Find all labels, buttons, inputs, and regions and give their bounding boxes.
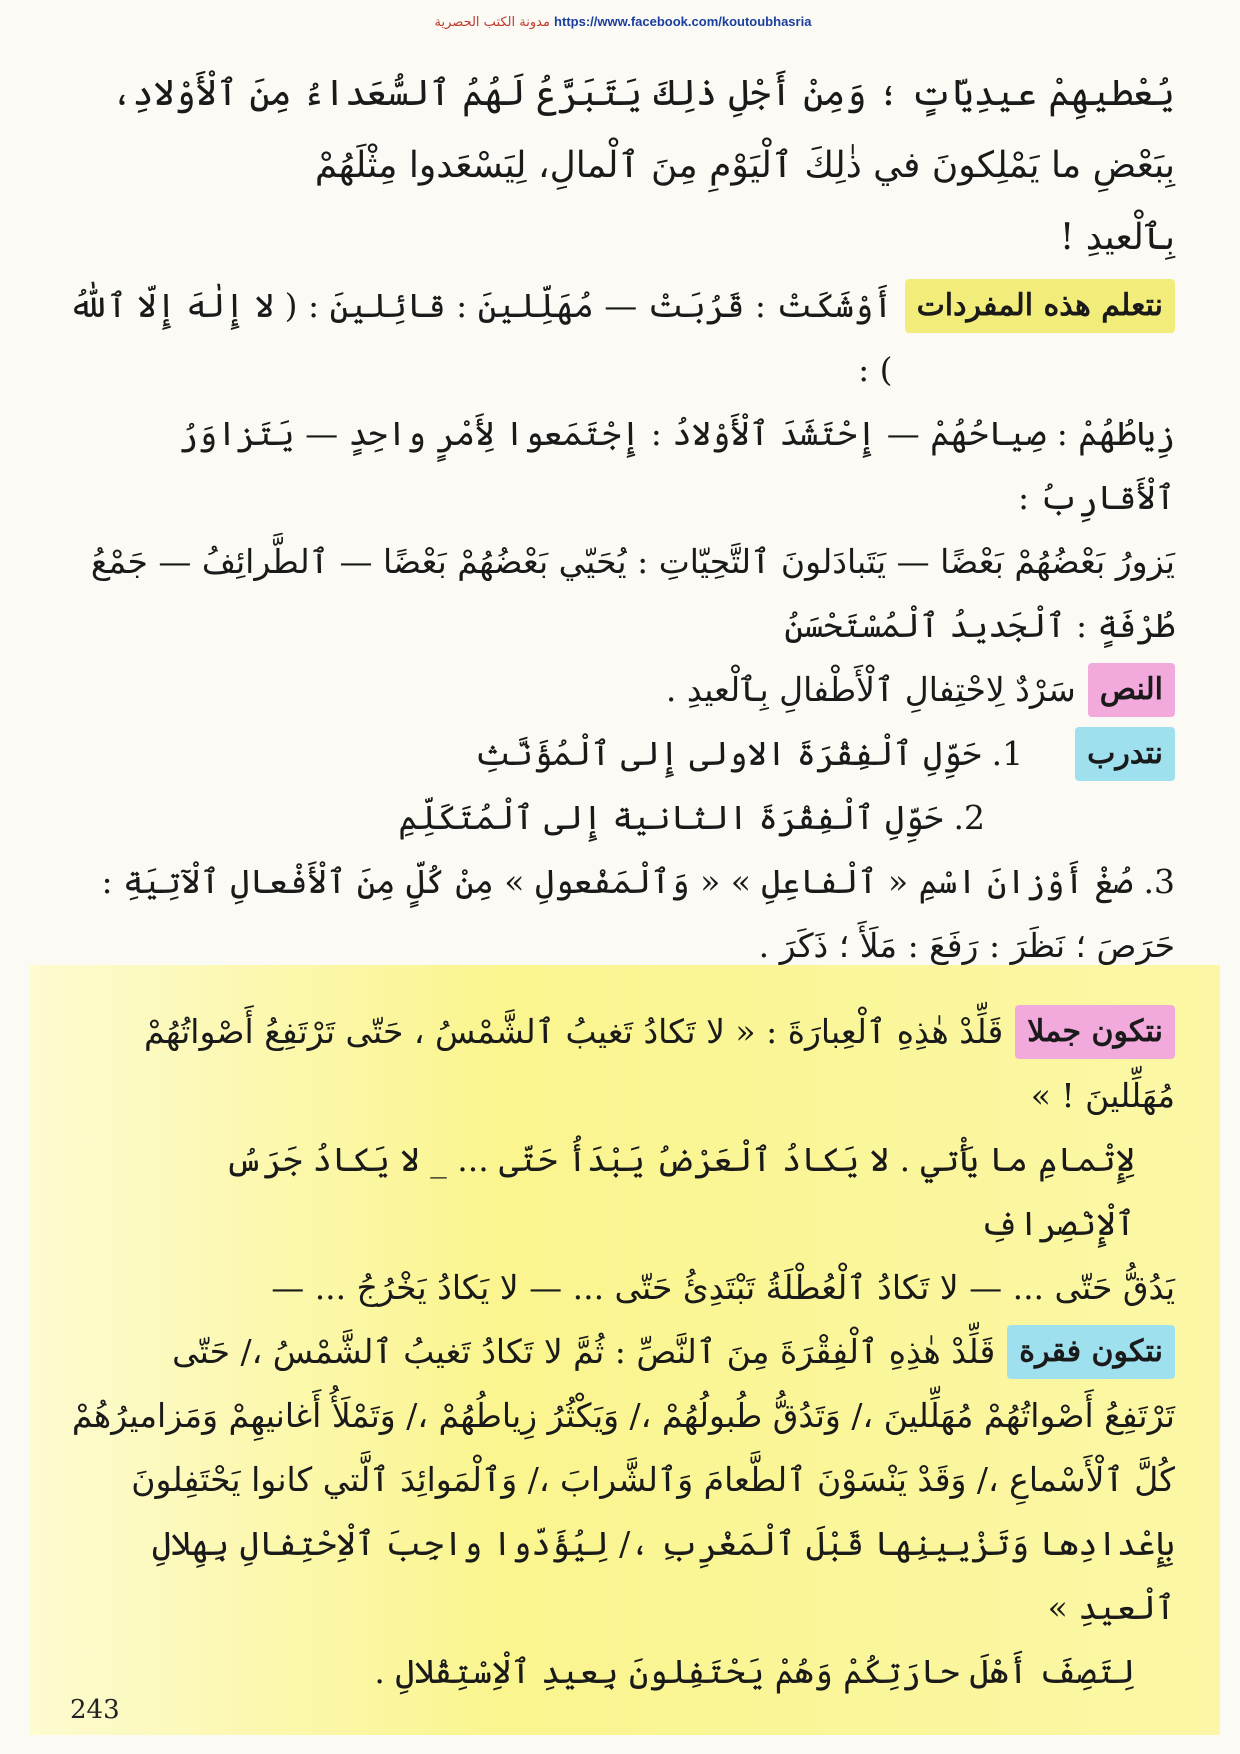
paragraph-line-4: بِإِعْدادِها وَتَزْيينِها قَبْلَ ٱلْمَغْرِبِ ،/ لِيُؤَدّوا واجِبَ ٱلْاِحْتِفالِ بِهِلالِ ٱلْعيدِ » — [151, 1524, 1175, 1627]
exercise-item-3: 3. صُغْ أَوْزانَ اسْمِ « ٱلْفاعِلِ » « وَٱلْمَفْعولِ » مِنْ كُلٍّ مِنَ ٱلْأَفْعالِ ٱلْآتِيَةِ : — [101, 862, 1175, 901]
vocab-section — [60, 274, 1175, 402]
header-blog-name: مدونة الكتب الحصرية — [434, 15, 550, 30]
paragraph-section — [60, 1320, 1175, 1384]
vocab-label: نتعلم هذه المفردات — [905, 279, 1175, 333]
intro-line-2: بِبَعْضِ ما يَمْلِكونَ في ذٰلِكَ ٱلْيَوْمِ مِنَ ٱلْمالِ، لِيَسْعَدوا مِثْلَهُمْ — [314, 145, 1175, 186]
text-section — [60, 658, 1175, 722]
paragraph-line-2: تَرْتَفِعُ أَصْواتُهُمْ مُهَلِّلينَ ،/ وَتَدُقُّ طُبولُهُمْ ،/ وَيَكْثُرُ زِياطُهُمْ ،/ وَتَمْلَأُ أَغانيهِمْ وَمَزاميرُهُمْ — [71, 1396, 1175, 1435]
exercise-verbs: حَرَصَ ؛ نَظَرَ : رَفَعَ : مَلَأَ ؛ ذَكَرَ . — [758, 926, 1175, 965]
exercise-item-2: 2. حَوِّلِ ٱلْفِقْرَةَ الثانية إِلى ٱلْمُتَكَلِّمِ — [398, 798, 985, 837]
paragraph-line-3: كُلَّ ٱلْأَسْماعِ ،/ وَقَدْ يَنْسَوْنَ ٱلطَّعامَ وَٱلشَّرابَ ،/ وَٱلْمَوائِدَ ٱلَّتي كانوا يَحْتَفِلونَ — [131, 1460, 1175, 1499]
sentence-line-2: مُهَلِّلينَ ! » — [1030, 1076, 1175, 1115]
exercise-item-1: 1. حَوِّلِ ٱلْفِقْرَةَ الاولى إِلى ٱلْمُؤَنَّثِ — [475, 734, 1024, 773]
paragraph-label: نتكون فقرة — [1007, 1325, 1175, 1379]
intro-line-3: بِٱلْعيدِ ! — [1059, 217, 1175, 258]
sentence-task-2: يَدُقُّ حَتّى ... — لا تَكادُ ٱلْعُطْلَةُ تَبْتَدِئُ حَتّى ... — لا يَكادُ يَخْرُجُ ... — — [271, 1268, 1175, 1307]
header-url[interactable]: https://www.facebook.com/koutoubhasria — [554, 14, 812, 29]
exercise-section — [60, 722, 1175, 786]
sentence-line-1: قَلِّدْ هٰذِهِ ٱلْعِبارَةَ : « لا تَكادُ تَغيبُ ٱلشَّمْسُ ، حَتّى تَرْتَفِعُ أَصْواتُهُمْ — [143, 1012, 1004, 1051]
vocab-line-1: أَوْشَكَتْ : قَرُبَتْ — مُهَلِّلينَ : قائِلينَ : ( لا إِلٰهَ إِلّا ٱللّٰهُ ) : — [68, 286, 893, 389]
sentence-label: نتكون جملا — [1015, 1005, 1175, 1059]
exercise-label: نتدرب — [1075, 727, 1175, 781]
sentence-task-1: لِإِتْمامِ ما يَأْتي . لا يَكادُ ٱلْعَرْضُ يَبْدَأُ حَتّى ... _ لا يَكادُ جَرَسُ ٱلْإِنْصِرافِ — [224, 1140, 1135, 1243]
page-content — [60, 58, 1175, 1704]
vocab-line-4: طُرْفَةٍ : ٱلْجَديدُ ٱلْمُسْتَحْسَنُ — [784, 606, 1175, 645]
page-header — [0, 14, 1240, 30]
vocab-line-2: زِياطُهُمْ : صِياحُهُمْ — إِحْتَشَدَ ٱلْأَوْلادُ : إِجْتَمَعوا لِأَمْرٍ واحِدٍ — يَتَزاوَرُ ٱلْأَقارِبُ : — [178, 414, 1175, 517]
sentence-section — [60, 1000, 1175, 1064]
page-number: 243 — [70, 1695, 120, 1725]
text-label: النص — [1088, 663, 1175, 717]
vocab-line-3: يَزورُ بَعْضُهُمْ بَعْضًا — يَتَبادَلونَ ٱلتَّحِيّاتِ : يُحَيّي بَعْضُهُمْ بَعْضًا — ٱلطَّرائِفُ — جَمْعُ — [90, 542, 1175, 581]
paragraph-task: لِتَصِفَ أَهْلَ حارَتِكُمْ وَهُمْ يَحْتَفِلونَ بِعيدِ ٱلْاِسْتِقْلالِ . — [374, 1652, 1135, 1691]
text-line: سَرْدٌ لِاحْتِفالِ ٱلْأَطْفالِ بِٱلْعيدِ . — [665, 670, 1076, 709]
paragraph-line-1: قَلِّدْ هٰذِهِ ٱلْفِقْرَةَ مِنَ ٱلنَّصِّ : ثُمَّ لا تَكادُ تَغيبُ ٱلشَّمْسُ ،/ حَتّى — [172, 1332, 996, 1371]
intro-line-1: يُعْطيهِمْ عيدِيّاتٍ ؛ وَمِنْ أَجْلِ ذٰلِكَ يَتَبَرَّعُ لَهُمُ ٱلسُّعَداءُ مِنَ ٱلْأَوْلادِ، — [111, 73, 1175, 114]
